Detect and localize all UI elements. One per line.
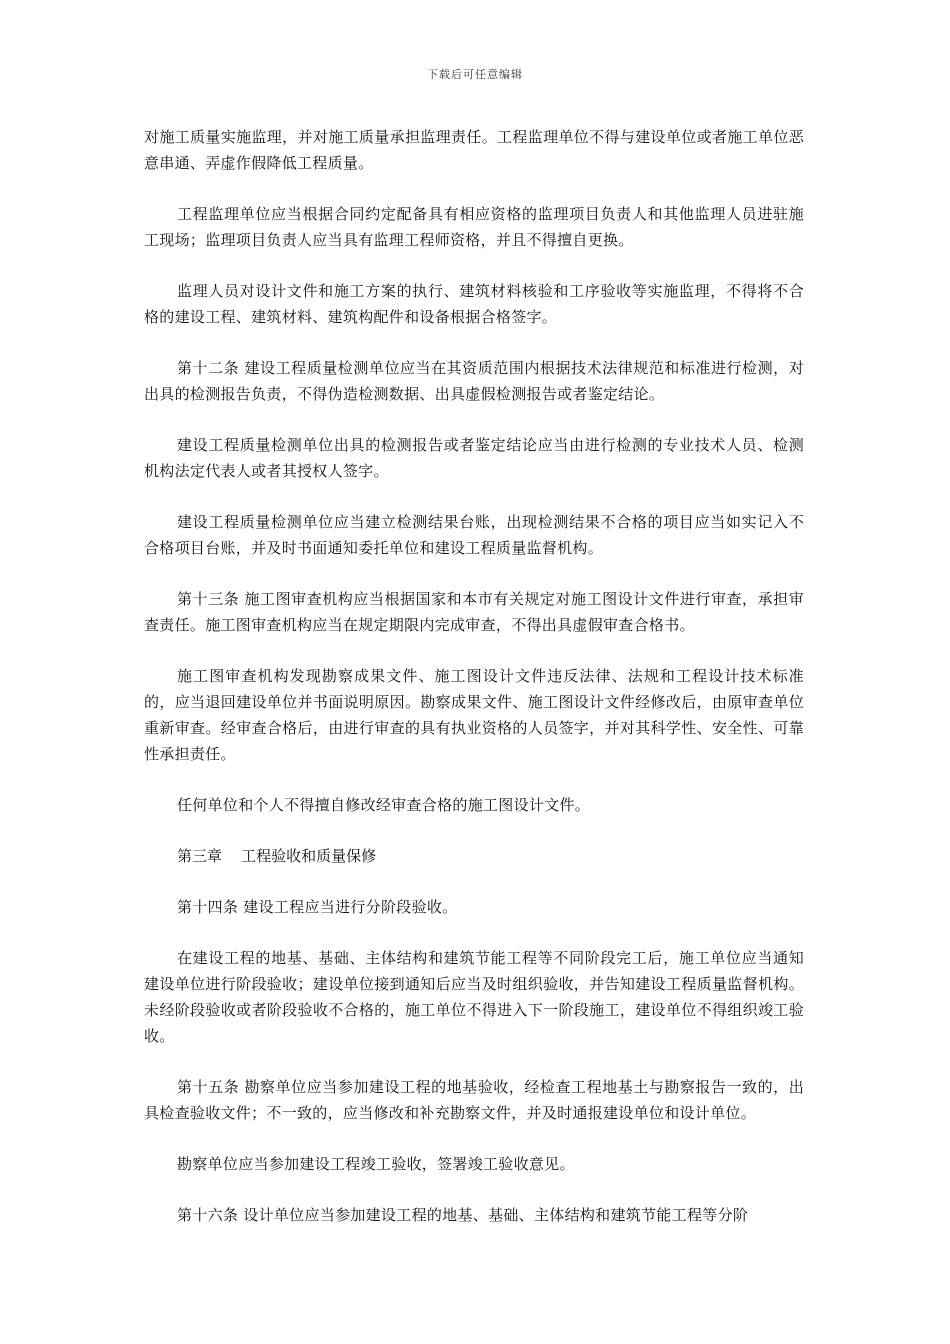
article-15: 第十五条 勘察单位应当参加建设工程的地基验收，经检查工程地基土与勘察报告一致的，出具检查验收文件；不一致的，应当修改和补充勘察文件，并及时通报建设单位和设计单位。	[144, 1078, 804, 1122]
chapter-3-heading: 第三章 工程验收和质量保修	[177, 847, 377, 865]
paragraph-9: 任何单位和个人不得擅自修改经审查合格的施工图设计文件。	[177, 796, 591, 814]
paragraph-1: 对施工质量实施监理，并对施工质量承担监理责任。工程监理单位不得与建设单位或者施工单位恶意串通、弄虚作假降低工程质量。	[144, 128, 804, 172]
paragraph-5: 建设工程质量检测单位出具的检测报告或者鉴定结论应当由进行检测的专业技术人员、检测机构法定代表人或者其授权人签字。	[144, 436, 804, 480]
paragraph-12: 在建设工程的地基、基础、主体结构和建筑节能工程等不同阶段完工后，施工单位应当通知建设单位进行阶段验收；建设单位接到通知后应当及时组织验收，并告知建设工程质量监督机构。未经阶段验收或者阶段验收不合格的，施工单位不得进入下一阶段施工，建设单位不得组织竣工验收。	[144, 949, 804, 1045]
article-14: 第十四条 建设工程应当进行分阶段验收。	[177, 898, 458, 916]
paragraph-6: 建设工程质量检测单位应当建立检测结果台账，出现检测结果不合格的项目应当如实记入不合格项目台账，并及时书面通知委托单位和建设工程质量监督机构。	[144, 513, 804, 557]
paragraph-8: 施工图审查机构发现勘察成果文件、施工图设计文件违反法律、法规和工程设计技术标准的，应当退回建设单位并书面说明原因。勘察成果文件、施工图设计文件经修改后，由原审查单位重新审查。经审查合格后，由进行审查的具有执业资格的人员签字，并对其科学性、安全性、可靠性承担责任。	[144, 667, 804, 763]
paragraph-2: 工程监理单位应当根据合同约定配备具有相应资格的监理项目负责人和其他监理人员进驻施工现场；监理项目负责人应当具有监理工程师资格，并且不得擅自更换。	[144, 205, 804, 249]
article-16: 第十六条 设计单位应当参加建设工程的地基、基础、主体结构和建筑节能工程等分阶	[177, 1206, 749, 1224]
paragraph-14: 勘察单位应当参加建设工程竣工验收，签署竣工验收意见。	[177, 1155, 575, 1173]
paragraph-3: 监理人员对设计文件和施工方案的执行、建筑材料核验和工序验收等实施监理，不得将不合格的建设工程、建筑材料、建筑构配件和设备根据合格签字。	[144, 282, 804, 326]
article-13: 第十三条 施工图审查机构应当根据国家和本市有关规定对施工图设计文件进行审查，承担审查责任。施工图审查机构应当在规定期限内完成审查，不得出具虚假审查合格书。	[144, 590, 804, 634]
page-header: 下载后可任意编辑	[427, 68, 523, 81]
article-12: 第十二条 建设工程质量检测单位应当在其资质范围内根据技术法律规范和标准进行检测，对出具的检测报告负责，不得伪造检测数据、出具虚假检测报告或者鉴定结论。	[144, 359, 804, 403]
document-body	[144, 124, 804, 1253]
